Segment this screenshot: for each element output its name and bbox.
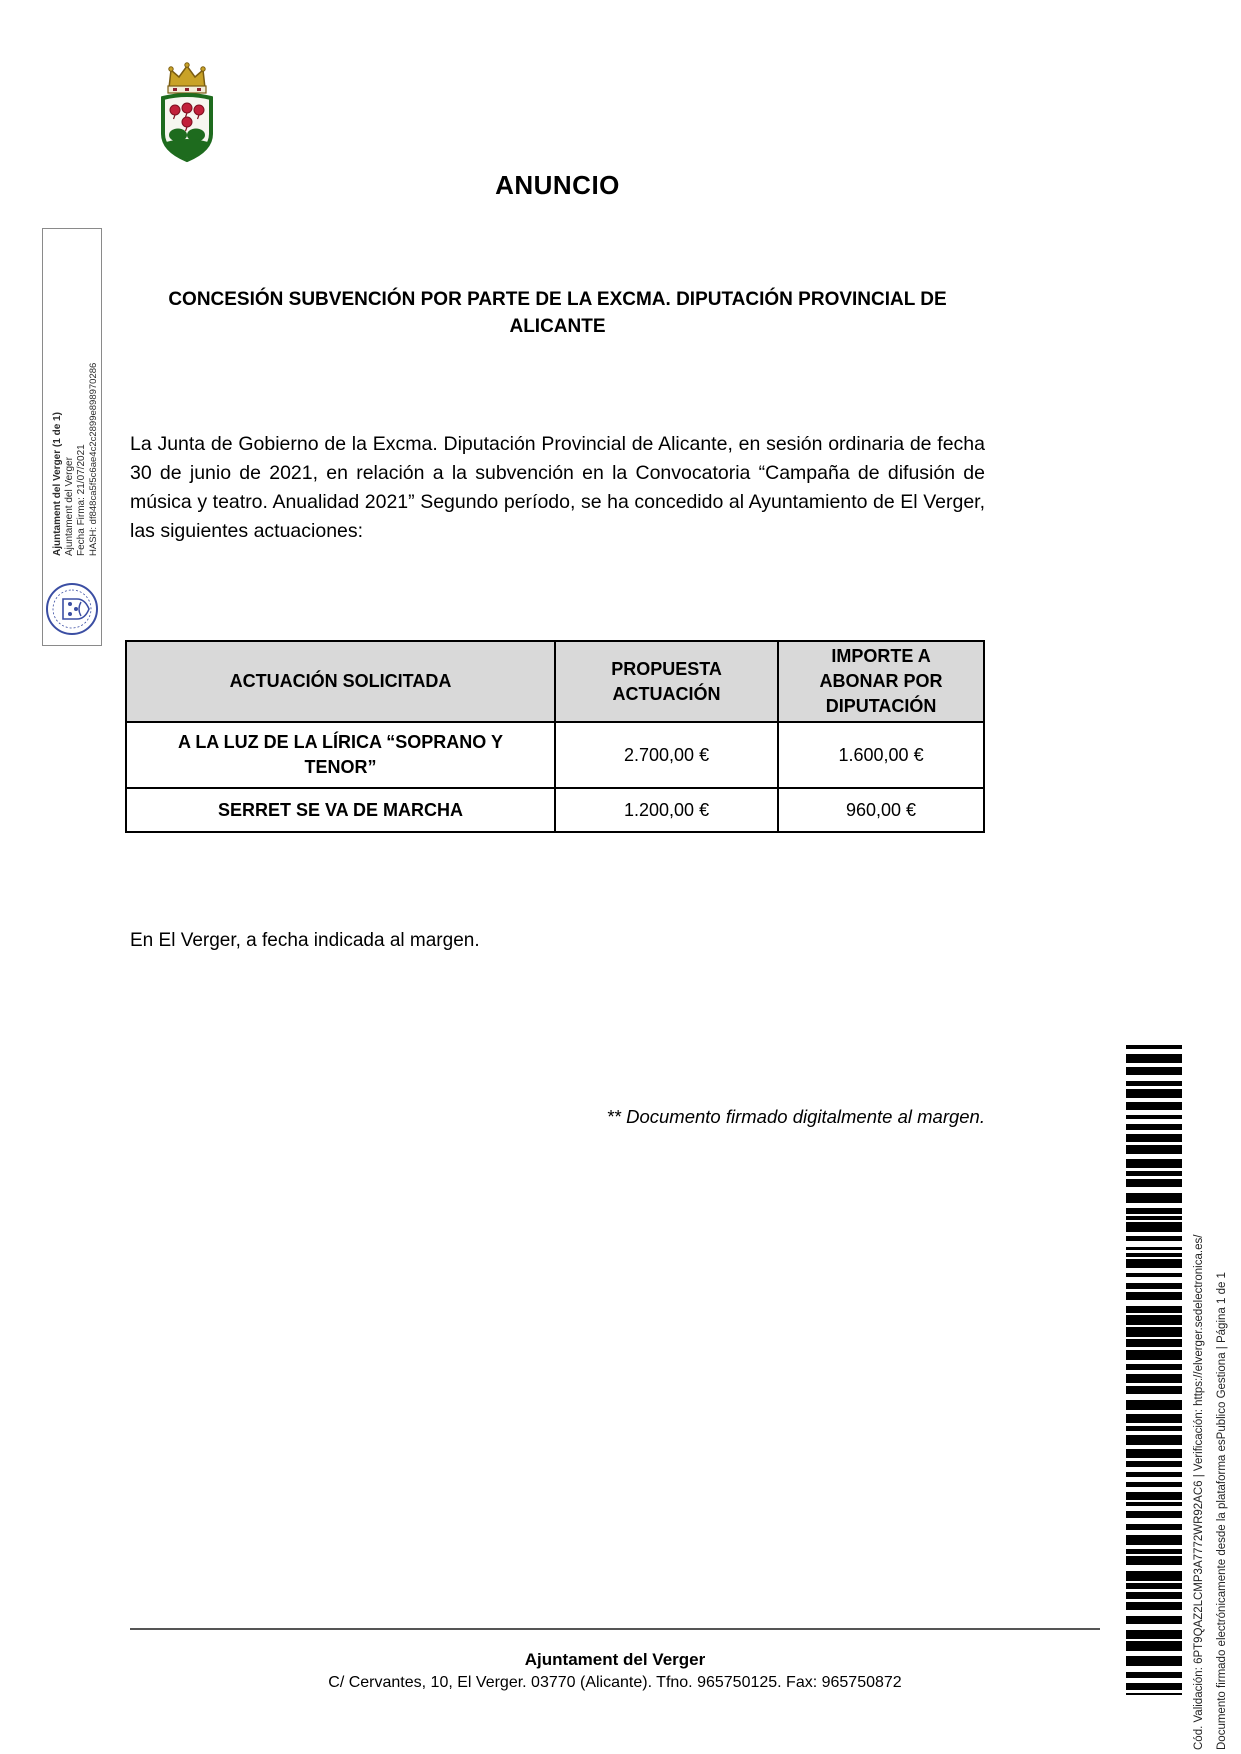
cell-actuacion: SERRET SE VA DE MARCHA: [126, 788, 555, 832]
signature-date: Fecha Firma: 21/07/2021: [76, 444, 87, 556]
signature-margin-text: [52, 226, 102, 556]
signer-org: Ajuntament del Verger: [64, 457, 75, 556]
cell-propuesta: 1.200,00 €: [555, 788, 778, 832]
page-title: ANUNCIO: [495, 170, 620, 200]
header-propuesta: PROPUESTA ACTUACIÓN: [555, 641, 778, 722]
closing-line: En El Verger, a fecha indicada al margen.: [130, 930, 480, 951]
cell-importe: 1.600,00 €: [778, 722, 984, 788]
footer-organization: Ajuntament del Verger: [524, 1650, 706, 1669]
table-row: [126, 722, 984, 788]
table-header-row: [126, 641, 984, 722]
platform-note: Documento firmado electrónicamente desde la plataforma esPublico Gestiona | Página 1 de 1: [1216, 1272, 1228, 1750]
header-importe: IMPORTE A ABONAR POR DIPUTACIÓN: [778, 641, 984, 722]
coat-of-arms-icon: [155, 58, 219, 164]
cell-actuacion: A LA LUZ DE LA LÍRICA “SOPRANO Y TENOR”: [126, 722, 555, 788]
document-heading: CONCESIÓN SUBVENCIÓN POR PARTE DE LA EXCMA. DIPUTACIÓN PROVINCIAL DE ALICANTE: [168, 289, 947, 337]
cell-propuesta: 2.700,00 €: [555, 722, 778, 788]
signer-name: Ajuntament del Verger (1 de 1): [52, 412, 63, 556]
validation-margin-text: [1188, 1056, 1236, 1750]
cell-importe: 960,00 €: [778, 788, 984, 832]
body-paragraph: La Junta de Gobierno de la Excma. Diputación Provincial de Alicante, en sesión ordinaria de fecha 30 de junio de 2021, en relación a la subvención en la Convocatoria “Campaña de difusión de música y teatro. Anualidad 2021” Segundo período, se ha concedido al Ayuntamiento de El Verger, las siguientes actuaciones:: [130, 433, 985, 542]
stamp-seal-icon: [43, 581, 101, 637]
grants-table: [125, 640, 985, 833]
table-row: [126, 788, 984, 832]
validation-code: Cód. Validación: 6PT9QAZ2LCMP3A7772WR92AC6 | Verificación: https://elverger.sedelectronica.es/: [1193, 1234, 1205, 1750]
barcode: [1126, 1045, 1182, 1695]
digital-signature-note: ** Documento firmado digitalmente al margen.: [606, 1106, 985, 1127]
header-actuacion: ACTUACIÓN SOLICITADA: [126, 641, 555, 722]
footer-address: C/ Cervantes, 10, El Verger. 03770 (Alicante). Tfno. 965750125. Fax: 965750872: [328, 1674, 902, 1691]
signature-hash: HASH: df848ca5f5c6ae4c2c2899e898970286: [88, 362, 99, 556]
footer-divider: [130, 1628, 1100, 1630]
